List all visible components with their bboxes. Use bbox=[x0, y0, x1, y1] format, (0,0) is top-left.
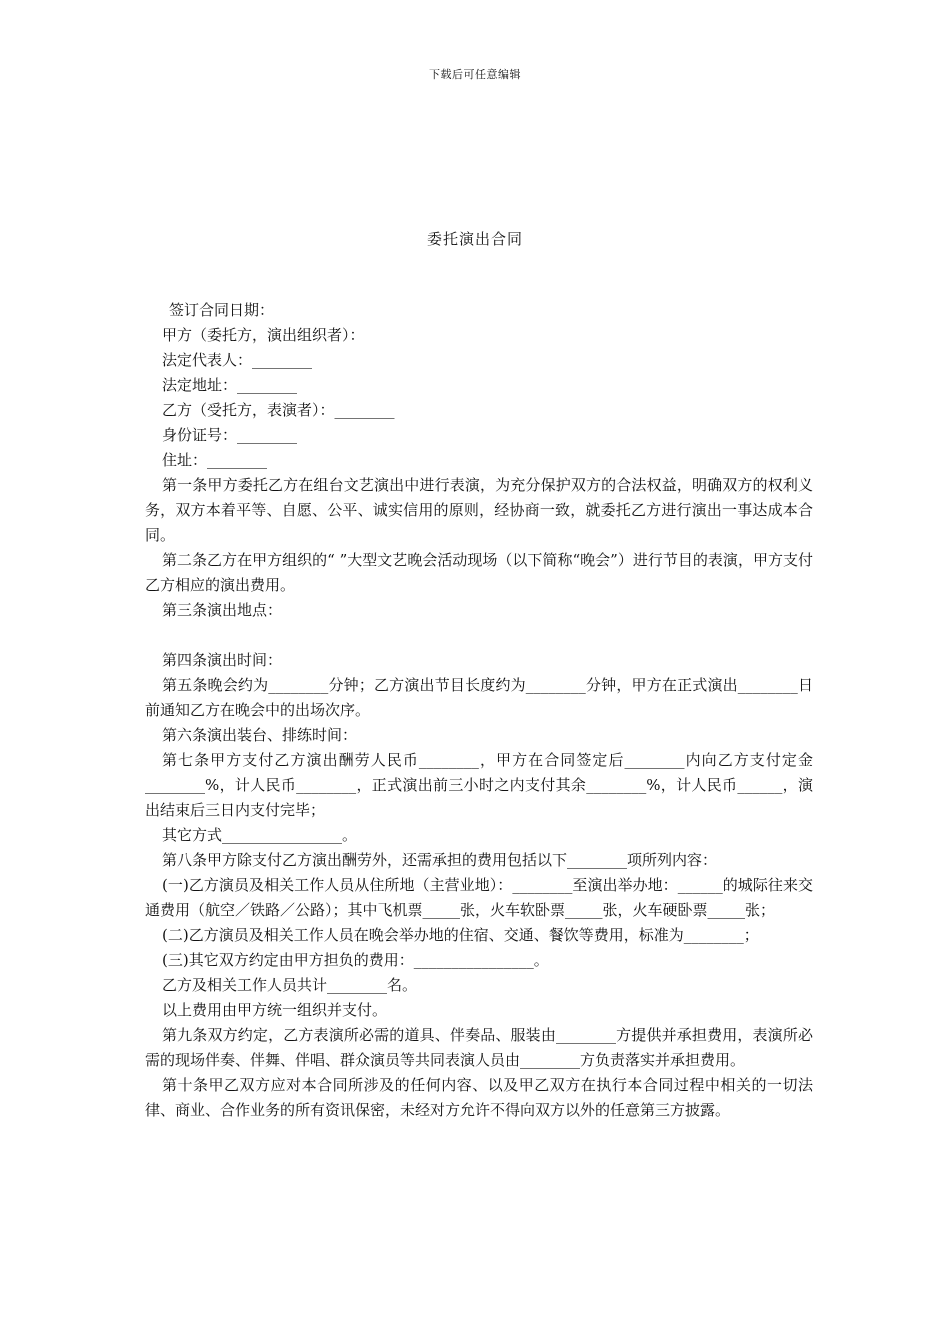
blank-line bbox=[145, 623, 813, 648]
expense-payment-line: 以上费用由甲方统一组织并支付。 bbox=[162, 1001, 388, 1019]
article-5: 第五条晚会约为________分钟；乙方演出节目长度约为________分钟，甲方在正式演出________日前通知乙方在晚会中的出场次序。 bbox=[145, 676, 813, 719]
page-header-note: 下载后可任意编辑 bbox=[429, 68, 521, 81]
article-6: 第六条演出装台、排练时间： bbox=[162, 726, 358, 744]
legal-address-line: 法定地址：________ bbox=[162, 376, 298, 394]
other-payment-method: 其它方式________________。 bbox=[162, 826, 358, 844]
article-9: 第九条双方约定，乙方表演所必需的道具、伴奏品、服装由________方提供并承担费用，表演所必需的现场伴奏、伴舞、伴唱、群众演员等共同表演人员由________方负责落实并承担费用。 bbox=[145, 1026, 813, 1069]
document-title: 委托演出合同 bbox=[426, 230, 523, 248]
legal-representative-line: 法定代表人：________ bbox=[162, 351, 313, 369]
staff-count-line: 乙方及相关工作人员共计________名。 bbox=[162, 976, 418, 994]
article-8: 第八条甲方除支付乙方演出酬劳外，还需承担的费用包括以下________项所列内容： bbox=[162, 851, 718, 869]
article-3: 第三条演出地点： bbox=[162, 601, 283, 619]
article-8-item-1: (一)乙方演员及相关工作人员从住所地（主营业地）：________至演出举办地：______的城际往来交通费用（航空／铁路／公路）；其中飞机票_____张，火车软卧票_____张，火车硬卧票_____张； bbox=[145, 876, 813, 919]
article-10: 第十条甲乙双方应对本合同所涉及的任何内容、以及甲乙双方在执行本合同过程中相关的一切法律、商业、合作业务的所有资讯保密，未经对方允许不得向双方以外的任意第三方披露。 bbox=[145, 1076, 813, 1119]
party-a-line: 甲方（委托方，演出组织者）： bbox=[162, 326, 365, 344]
party-b-line: 乙方（受托方，表演者）：________ bbox=[162, 401, 395, 419]
article-8-item-3: (三)其它双方约定由甲方担负的费用：________________。 bbox=[162, 951, 549, 969]
article-2: 第二条乙方在甲方组织的“ ”大型文艺晚会活动现场（以下简称“晚会”）进行节目的表演，甲方支付乙方相应的演出费用。 bbox=[145, 551, 813, 594]
article-1: 第一条甲方委托乙方在组台文艺演出中进行表演，为充分保护双方的合法权益，明确双方的权利义务，双方本着平等、自愿、公平、诚实信用的原则，经协商一致，就委托乙方进行演出一事达成本合同。 bbox=[145, 476, 813, 544]
residence-line: 住址：________ bbox=[162, 451, 268, 469]
id-number-line: 身份证号：________ bbox=[162, 426, 298, 444]
contract-date-line: 签订合同日期： bbox=[169, 301, 275, 319]
article-8-item-2: (二)乙方演员及相关工作人员在晚会举办地的住宿、交通、餐饮等费用，标准为________； bbox=[162, 926, 759, 944]
article-4: 第四条演出时间： bbox=[162, 651, 283, 669]
document-body bbox=[145, 298, 813, 1123]
article-7: 第七条甲方支付乙方演出酬劳人民币________，甲方在合同签定后________内向乙方支付定金________%，计人民币________，正式演出前三小时之内支付其余________%，计人民币______，演出结束后三日内支付完毕； bbox=[145, 751, 813, 819]
